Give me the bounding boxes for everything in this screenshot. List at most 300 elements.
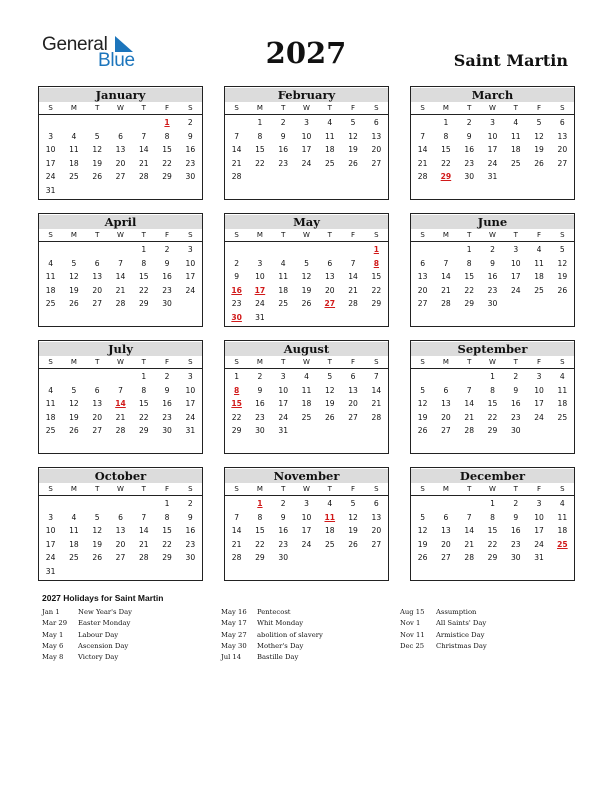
day-cell: 15 bbox=[138, 272, 149, 282]
holiday-date: Aug 15 bbox=[400, 608, 425, 616]
day-cell: 23 bbox=[162, 412, 172, 422]
day-cell: 6 bbox=[443, 512, 449, 522]
day-cell: 31 bbox=[278, 426, 289, 436]
empty-cell bbox=[248, 243, 271, 257]
day-cell: 9 bbox=[280, 131, 286, 141]
day-cell: 2 bbox=[164, 372, 170, 381]
weekday-label: S bbox=[234, 104, 239, 112]
day-cell: 31 bbox=[45, 185, 56, 195]
holiday-day-cell: 8 bbox=[373, 258, 379, 268]
holidays-title: 2027 Holidays for Saint Martin bbox=[42, 593, 164, 603]
day-cell: 21 bbox=[348, 285, 358, 295]
weekday-label: T bbox=[95, 231, 100, 239]
weekday-label: F bbox=[165, 358, 170, 366]
day-cell: 29 bbox=[138, 299, 149, 309]
day-cell: 19 bbox=[417, 539, 428, 549]
weekday-label: T bbox=[467, 231, 472, 239]
weekday-label: W bbox=[117, 231, 124, 239]
day-cell: 3 bbox=[257, 258, 263, 268]
holiday-name: Assumption bbox=[436, 608, 477, 616]
holiday-day-cell: 15 bbox=[231, 399, 242, 409]
weekday-header bbox=[225, 229, 388, 242]
month-title: April bbox=[39, 215, 202, 229]
holiday-name: Bastille Day bbox=[257, 653, 299, 662]
month-november bbox=[224, 467, 389, 581]
day-cell: 7 bbox=[141, 131, 147, 141]
empty-cell bbox=[62, 243, 85, 257]
day-cell: 1 bbox=[164, 499, 170, 508]
day-cell: 10 bbox=[45, 526, 56, 536]
empty-cell bbox=[62, 116, 85, 130]
day-cell: 31 bbox=[487, 172, 498, 182]
day-cell: 17 bbox=[301, 526, 312, 536]
day-cell: 6 bbox=[327, 258, 333, 268]
weekday-label: S bbox=[420, 231, 425, 239]
day-cell: 24 bbox=[45, 553, 56, 563]
weekday-label: T bbox=[327, 231, 332, 239]
empty-cell bbox=[39, 370, 62, 384]
day-cell: 10 bbox=[487, 131, 498, 141]
month-title: July bbox=[39, 342, 202, 356]
holiday-name: abolition of slavery bbox=[257, 630, 323, 639]
day-grid bbox=[39, 370, 202, 438]
day-cell: 18 bbox=[324, 145, 335, 155]
day-cell: 7 bbox=[234, 512, 240, 522]
day-cell: 1 bbox=[443, 118, 449, 127]
day-cell: 29 bbox=[231, 426, 242, 436]
weekday-label: T bbox=[513, 104, 518, 112]
month-april bbox=[38, 213, 203, 327]
day-cell: 22 bbox=[464, 285, 475, 295]
day-cell: 16 bbox=[278, 145, 289, 155]
day-cell: 23 bbox=[255, 412, 265, 422]
weekday-label: S bbox=[48, 104, 53, 112]
day-cell: 4 bbox=[513, 118, 519, 127]
day-cell: 29 bbox=[487, 553, 498, 563]
empty-cell bbox=[132, 497, 155, 511]
weekday-label: T bbox=[467, 358, 472, 366]
weekday-label: T bbox=[95, 104, 100, 112]
day-cell: 28 bbox=[231, 172, 242, 182]
weekday-label: S bbox=[374, 231, 379, 239]
holiday-day-cell: 30 bbox=[231, 312, 242, 322]
day-cell: 16 bbox=[185, 526, 196, 536]
day-cell: 3 bbox=[536, 499, 542, 508]
day-cell: 31 bbox=[534, 553, 544, 563]
weekday-label: T bbox=[281, 358, 286, 366]
month-title: May bbox=[225, 215, 388, 229]
holiday-day-cell: 11 bbox=[324, 512, 336, 522]
day-cell: 2 bbox=[280, 118, 286, 127]
weekday-header bbox=[225, 483, 388, 496]
day-cell: 3 bbox=[48, 512, 54, 522]
day-grid bbox=[225, 116, 388, 184]
month-title: August bbox=[225, 342, 388, 356]
empty-cell bbox=[225, 497, 248, 511]
day-cell: 31 bbox=[45, 566, 56, 576]
day-cell: 18 bbox=[301, 399, 312, 409]
day-cell: 4 bbox=[327, 499, 333, 508]
calendar-year: 2027 bbox=[265, 36, 347, 70]
day-cell: 15 bbox=[441, 145, 451, 155]
day-cell: 24 bbox=[185, 285, 196, 295]
holiday-name: Christmas Day bbox=[436, 641, 487, 650]
weekday-label: M bbox=[442, 485, 449, 493]
day-cell: 24 bbox=[510, 285, 521, 295]
day-cell: 2 bbox=[513, 372, 519, 381]
day-cell: 4 bbox=[304, 372, 309, 381]
day-cell: 25 bbox=[324, 539, 335, 549]
weekday-label: S bbox=[188, 231, 193, 239]
day-cell: 12 bbox=[348, 131, 358, 141]
empty-cell bbox=[434, 243, 457, 257]
holiday-date: May 8 bbox=[42, 653, 64, 662]
weekday-label: M bbox=[256, 231, 263, 239]
day-grid bbox=[39, 116, 202, 198]
day-cell: 27 bbox=[92, 299, 103, 309]
month-august bbox=[224, 340, 389, 454]
weekday-label: T bbox=[281, 231, 286, 239]
day-cell: 27 bbox=[441, 426, 451, 436]
day-cell: 28 bbox=[231, 553, 242, 563]
holiday-day-cell: 1 bbox=[257, 499, 263, 508]
weekday-label: W bbox=[303, 358, 310, 366]
day-cell: 17 bbox=[510, 272, 521, 282]
day-cell: 22 bbox=[162, 158, 172, 168]
day-cell: 17 bbox=[45, 158, 56, 168]
day-cell: 21 bbox=[441, 285, 451, 295]
weekday-label: W bbox=[117, 485, 124, 493]
weekday-label: S bbox=[420, 358, 425, 366]
weekday-label: S bbox=[234, 358, 239, 366]
day-cell: 5 bbox=[420, 385, 426, 395]
holiday-name: Whit Monday bbox=[257, 619, 304, 628]
empty-cell bbox=[458, 370, 481, 384]
weekday-label: W bbox=[303, 231, 310, 239]
day-cell: 7 bbox=[466, 385, 472, 395]
holiday-day-cell: 14 bbox=[115, 399, 126, 409]
holiday-name: New Year's Day bbox=[78, 608, 133, 616]
day-cell: 12 bbox=[92, 526, 103, 536]
day-cell: 25 bbox=[534, 285, 544, 295]
day-cell: 21 bbox=[371, 399, 382, 409]
day-cell: 5 bbox=[350, 118, 356, 127]
day-cell: 24 bbox=[278, 412, 289, 422]
day-cell: 4 bbox=[559, 499, 565, 508]
day-cell: 4 bbox=[71, 131, 77, 141]
day-cell: 22 bbox=[487, 539, 498, 549]
empty-cell bbox=[225, 116, 248, 130]
holiday-day-cell: 16 bbox=[231, 285, 242, 295]
day-cell: 12 bbox=[417, 526, 428, 536]
day-cell: 29 bbox=[464, 299, 475, 309]
day-cell: 22 bbox=[255, 539, 265, 549]
day-cell: 7 bbox=[141, 512, 147, 522]
weekday-label: S bbox=[374, 485, 379, 493]
empty-cell bbox=[458, 497, 481, 511]
day-cell: 11 bbox=[510, 131, 521, 141]
empty-cell bbox=[411, 243, 434, 257]
day-cell: 30 bbox=[510, 553, 521, 563]
day-cell: 13 bbox=[417, 272, 428, 282]
day-cell: 19 bbox=[92, 158, 103, 168]
day-cell: 11 bbox=[557, 385, 568, 395]
weekday-label: M bbox=[256, 485, 263, 493]
day-cell: 6 bbox=[350, 372, 356, 381]
day-cell: 27 bbox=[371, 158, 382, 168]
day-cell: 11 bbox=[69, 526, 79, 536]
day-cell: 23 bbox=[487, 285, 498, 295]
weekday-header bbox=[225, 356, 388, 369]
weekday-label: F bbox=[351, 485, 356, 493]
day-cell: 18 bbox=[510, 145, 521, 155]
day-cell: 15 bbox=[464, 272, 475, 282]
holiday-day-cell: 27 bbox=[324, 299, 336, 309]
day-cell: 5 bbox=[536, 118, 542, 127]
day-cell: 6 bbox=[94, 258, 100, 268]
empty-cell bbox=[434, 497, 457, 511]
weekday-header bbox=[39, 483, 202, 496]
day-cell: 8 bbox=[141, 258, 147, 268]
day-cell: 11 bbox=[278, 272, 289, 282]
month-december bbox=[410, 467, 575, 581]
holiday-date: May 30 bbox=[221, 641, 247, 650]
empty-cell bbox=[86, 497, 109, 511]
day-cell: 1 bbox=[257, 118, 263, 127]
weekday-label: W bbox=[117, 358, 124, 366]
weekday-label: T bbox=[327, 358, 332, 366]
weekday-label: F bbox=[165, 485, 170, 493]
day-cell: 12 bbox=[417, 399, 428, 409]
weekday-label: T bbox=[327, 485, 332, 493]
day-cell: 8 bbox=[141, 385, 147, 395]
day-cell: 19 bbox=[69, 412, 79, 422]
day-cell: 11 bbox=[45, 272, 56, 282]
day-cell: 8 bbox=[164, 131, 170, 141]
day-cell: 7 bbox=[234, 131, 240, 141]
empty-cell bbox=[86, 116, 109, 130]
weekday-label: F bbox=[537, 358, 542, 366]
day-cell: 25 bbox=[45, 426, 56, 436]
day-cell: 24 bbox=[255, 299, 265, 309]
day-cell: 24 bbox=[45, 172, 56, 182]
weekday-label: F bbox=[537, 231, 542, 239]
holiday-day-cell: 29 bbox=[440, 172, 452, 182]
weekday-label: S bbox=[374, 104, 379, 112]
day-cell: 22 bbox=[138, 285, 149, 295]
country-name: Saint Martin bbox=[453, 51, 568, 70]
day-cell: 8 bbox=[466, 258, 472, 268]
day-cell: 3 bbox=[536, 372, 542, 381]
day-cell: 16 bbox=[464, 145, 475, 155]
day-cell: 6 bbox=[118, 512, 123, 522]
day-cell: 18 bbox=[324, 526, 335, 536]
day-cell: 21 bbox=[138, 158, 149, 168]
weekday-label: S bbox=[48, 358, 53, 366]
day-cell: 8 bbox=[164, 512, 170, 522]
day-cell: 21 bbox=[115, 412, 126, 422]
day-cell: 18 bbox=[278, 285, 289, 295]
month-title: October bbox=[39, 469, 202, 483]
weekday-label: T bbox=[513, 231, 518, 239]
holiday-name: Mother's Day bbox=[257, 641, 304, 650]
day-cell: 22 bbox=[371, 285, 382, 295]
day-cell: 9 bbox=[257, 385, 263, 395]
day-cell: 22 bbox=[138, 412, 149, 422]
month-july bbox=[38, 340, 203, 454]
weekday-label: M bbox=[70, 104, 77, 112]
month-title: December bbox=[411, 469, 574, 483]
weekday-label: F bbox=[165, 104, 170, 112]
weekday-header bbox=[411, 102, 574, 115]
day-cell: 14 bbox=[138, 145, 149, 155]
day-cell: 10 bbox=[185, 385, 196, 395]
day-cell: 2 bbox=[513, 499, 519, 508]
day-cell: 2 bbox=[490, 245, 495, 254]
day-cell: 13 bbox=[557, 131, 568, 141]
day-cell: 17 bbox=[301, 145, 312, 155]
day-cell: 11 bbox=[301, 385, 312, 395]
month-title: June bbox=[411, 215, 574, 229]
day-cell: 19 bbox=[348, 526, 358, 536]
holiday-name: Ascension Day bbox=[78, 641, 129, 650]
weekday-header bbox=[225, 102, 388, 115]
empty-cell bbox=[39, 116, 62, 130]
day-grid bbox=[39, 497, 202, 579]
day-cell: 8 bbox=[490, 512, 495, 522]
day-cell: 18 bbox=[45, 412, 56, 422]
day-cell: 15 bbox=[162, 145, 172, 155]
weekday-label: M bbox=[70, 358, 77, 366]
day-cell: 28 bbox=[115, 426, 126, 436]
day-cell: 2 bbox=[187, 118, 193, 127]
day-cell: 16 bbox=[255, 399, 265, 409]
day-cell: 25 bbox=[69, 172, 79, 182]
day-cell: 2 bbox=[164, 245, 170, 254]
day-cell: 7 bbox=[420, 131, 426, 141]
day-cell: 1 bbox=[466, 245, 472, 254]
day-cell: 24 bbox=[534, 412, 544, 422]
empty-cell bbox=[86, 243, 109, 257]
weekday-label: T bbox=[95, 358, 100, 366]
holiday-day-cell: 25 bbox=[557, 539, 568, 549]
empty-cell bbox=[39, 497, 62, 511]
day-cell: 24 bbox=[301, 158, 312, 168]
weekday-label: M bbox=[256, 104, 263, 112]
day-cell: 9 bbox=[513, 512, 519, 522]
day-cell: 17 bbox=[185, 399, 196, 409]
day-cell: 6 bbox=[118, 131, 123, 141]
day-cell: 15 bbox=[371, 272, 382, 282]
day-cell: 28 bbox=[464, 553, 475, 563]
day-cell: 12 bbox=[557, 258, 568, 268]
day-cell: 19 bbox=[557, 272, 568, 282]
day-cell: 14 bbox=[231, 526, 242, 536]
day-cell: 5 bbox=[71, 385, 77, 395]
day-cell: 26 bbox=[534, 158, 544, 168]
day-cell: 22 bbox=[487, 412, 498, 422]
day-cell: 10 bbox=[45, 145, 56, 155]
weekday-label: S bbox=[560, 231, 565, 239]
weekday-label: S bbox=[374, 358, 379, 366]
day-cell: 1 bbox=[141, 372, 147, 381]
day-cell: 13 bbox=[92, 399, 103, 409]
day-cell: 17 bbox=[534, 399, 544, 409]
day-cell: 3 bbox=[187, 372, 193, 381]
day-cell: 31 bbox=[255, 312, 265, 322]
day-cell: 7 bbox=[443, 258, 449, 268]
day-cell: 15 bbox=[138, 399, 149, 409]
weekday-label: S bbox=[188, 358, 193, 366]
day-cell: 21 bbox=[464, 539, 475, 549]
day-cell: 20 bbox=[324, 285, 335, 295]
day-cell: 14 bbox=[138, 526, 149, 536]
holiday-name: Armistice Day bbox=[436, 630, 485, 639]
day-cell: 1 bbox=[490, 499, 495, 508]
day-cell: 20 bbox=[417, 285, 428, 295]
holiday-date: Dec 25 bbox=[400, 641, 425, 650]
day-cell: 21 bbox=[231, 539, 242, 549]
day-cell: 5 bbox=[71, 258, 77, 268]
day-cell: 3 bbox=[513, 245, 519, 254]
day-cell: 17 bbox=[487, 145, 498, 155]
day-cell: 10 bbox=[185, 258, 196, 268]
day-cell: 14 bbox=[464, 526, 475, 536]
day-cell: 29 bbox=[255, 553, 265, 563]
holiday-name: Easter Monday bbox=[78, 619, 131, 628]
day-grid bbox=[411, 243, 574, 311]
day-cell: 30 bbox=[185, 172, 196, 182]
day-cell: 17 bbox=[45, 539, 56, 549]
day-cell: 3 bbox=[490, 118, 495, 127]
month-october bbox=[38, 467, 203, 581]
weekday-label: T bbox=[95, 485, 100, 493]
weekday-label: M bbox=[442, 231, 449, 239]
empty-cell bbox=[434, 370, 457, 384]
day-cell: 21 bbox=[464, 412, 475, 422]
empty-cell bbox=[411, 497, 434, 511]
day-cell: 18 bbox=[557, 526, 568, 536]
holiday-date: May 17 bbox=[221, 619, 247, 628]
day-cell: 25 bbox=[45, 299, 56, 309]
day-grid bbox=[39, 243, 202, 311]
day-cell: 15 bbox=[487, 399, 498, 409]
weekday-label: F bbox=[351, 104, 356, 112]
day-cell: 15 bbox=[255, 145, 265, 155]
day-cell: 11 bbox=[324, 131, 335, 141]
weekday-label: S bbox=[234, 485, 239, 493]
weekday-header bbox=[411, 356, 574, 369]
day-cell: 20 bbox=[115, 158, 126, 168]
day-cell: 21 bbox=[417, 158, 428, 168]
day-cell: 30 bbox=[162, 299, 172, 309]
weekday-label: W bbox=[489, 231, 496, 239]
day-cell: 9 bbox=[187, 512, 193, 522]
day-cell: 26 bbox=[348, 539, 358, 549]
day-cell: 28 bbox=[371, 412, 382, 422]
empty-cell bbox=[39, 243, 62, 257]
holiday-name: Labour Day bbox=[78, 630, 119, 639]
weekday-label: S bbox=[188, 485, 193, 493]
day-cell: 5 bbox=[350, 499, 356, 508]
day-cell: 20 bbox=[371, 526, 382, 536]
day-cell: 5 bbox=[94, 512, 100, 522]
weekday-label: T bbox=[327, 104, 332, 112]
day-cell: 30 bbox=[487, 299, 498, 309]
empty-cell bbox=[225, 243, 248, 257]
day-cell: 3 bbox=[187, 245, 193, 254]
day-cell: 10 bbox=[534, 385, 544, 395]
